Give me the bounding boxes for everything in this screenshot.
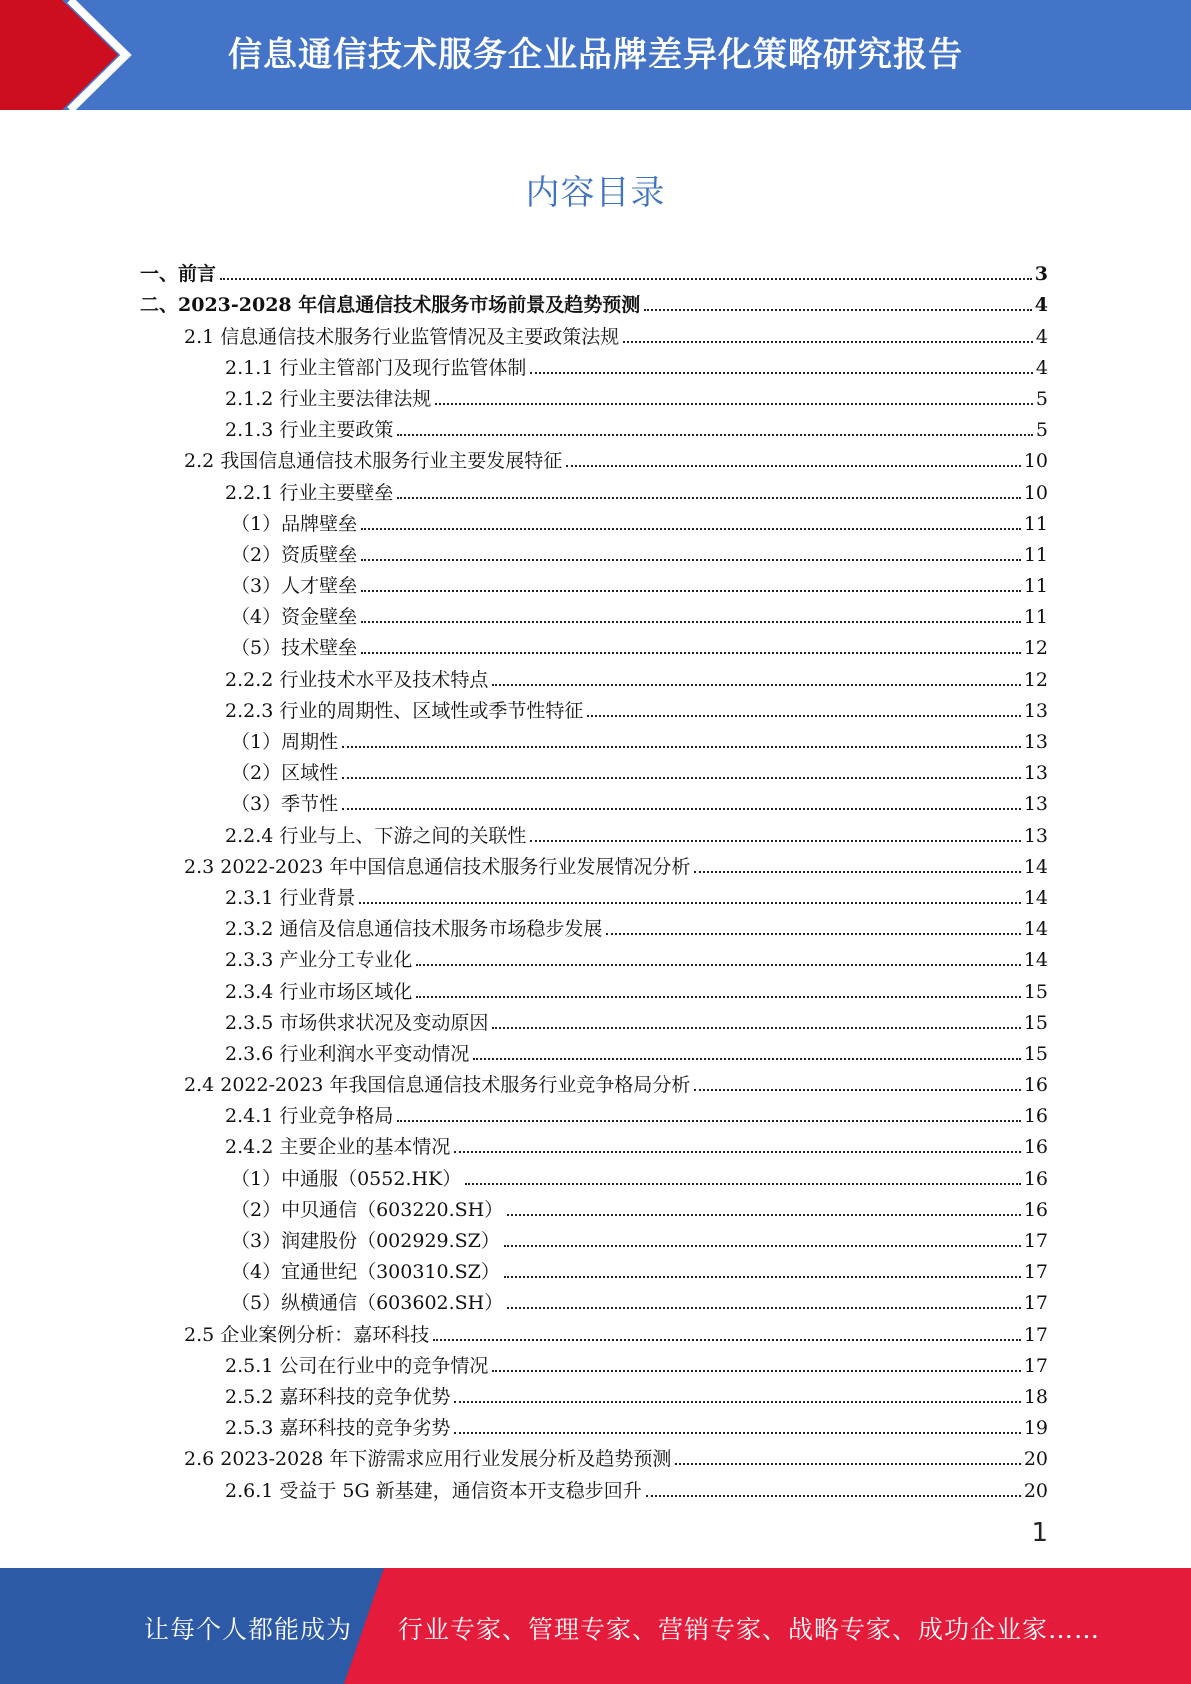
footer-slogan-right: 行业专家、管理专家、营销专家、战略专家、成功企业家…… — [398, 1615, 1101, 1644]
toc-entry-page: 17 — [1023, 1230, 1048, 1252]
toc-entry-label: 2.2.1 行业主要壁垒 — [225, 481, 394, 504]
toc-entry[interactable] — [0, 1439, 1191, 1470]
toc-entry[interactable] — [0, 472, 1191, 503]
toc-entry-label: （5）技术壁垒 — [231, 637, 358, 660]
toc-entry-label: 2.5.1 公司在行业中的竞争情况 — [225, 1354, 489, 1377]
toc-entry[interactable] — [0, 316, 1191, 347]
toc-entry[interactable] — [0, 1034, 1191, 1065]
toc-entry[interactable] — [0, 441, 1191, 472]
toc-entry[interactable] — [0, 1127, 1191, 1158]
toc-dot-leader — [530, 371, 1033, 374]
toc-entry-label: 2.6 2023-2028 年下游需求应用行业发展分析及趋势预测 — [184, 1448, 672, 1471]
toc-entry[interactable] — [0, 940, 1191, 971]
toc-entry[interactable] — [0, 348, 1191, 379]
toc-entry-page: 16 — [1023, 1167, 1048, 1190]
toc-dot-leader — [504, 1244, 1021, 1247]
toc-entry-label: （3）润建股份（002929.SZ） — [231, 1230, 500, 1252]
toc-entry-page: 4 — [1034, 294, 1048, 317]
toc-dot-leader — [646, 1494, 1021, 1497]
toc-entry-page: 14 — [1023, 949, 1048, 972]
toc-entry[interactable] — [0, 379, 1191, 410]
toc-entry-page: 15 — [1023, 980, 1048, 1003]
toc-entry-page: 20 — [1023, 1479, 1048, 1502]
toc-dot-leader — [454, 1400, 1020, 1403]
header-chevron-graphic — [0, 0, 160, 110]
toc-dot-leader — [507, 1213, 1021, 1216]
toc-entry-label: （1）中通服（0552.HK） — [231, 1167, 462, 1190]
toc-entry-label: 2.3.4 行业市场区域化 — [225, 980, 413, 1003]
toc-dot-leader — [361, 527, 1021, 530]
toc-entry-page: 14 — [1023, 918, 1048, 941]
toc-entry-page: 5 — [1035, 387, 1048, 410]
toc-dot-leader — [416, 963, 1020, 966]
toc-entry[interactable] — [0, 1408, 1191, 1439]
toc-entry-page: 20 — [1023, 1448, 1048, 1471]
toc-entry[interactable] — [0, 815, 1191, 846]
toc-entry[interactable] — [0, 691, 1191, 722]
toc-entry-page: 10 — [1023, 450, 1048, 473]
toc-entry-label: 2.4.2 主要企业的基本情况 — [225, 1136, 451, 1159]
toc-entry[interactable] — [0, 878, 1191, 909]
toc-dot-leader — [416, 995, 1020, 998]
toc-entry-page: 13 — [1023, 699, 1048, 722]
toc-entry-page: 14 — [1023, 886, 1048, 909]
toc-entry[interactable] — [0, 722, 1191, 753]
toc-entry-page: 11 — [1023, 575, 1048, 598]
toc-entry[interactable] — [0, 628, 1191, 659]
toc-entry-page: 15 — [1023, 1011, 1048, 1034]
toc-entry-page: 13 — [1023, 731, 1048, 753]
toc-entry-page: 3 — [1034, 263, 1048, 286]
toc-entry-page: 11 — [1023, 512, 1048, 535]
toc-dot-leader — [433, 1338, 1021, 1341]
toc-entry-label: 2.3 2022-2023 年中国信息通信技术服务行业发展情况分析 — [184, 855, 691, 878]
toc-entry[interactable] — [0, 1346, 1191, 1377]
toc-entry-page: 17 — [1023, 1323, 1048, 1346]
toc-entry[interactable] — [0, 659, 1191, 690]
toc-dot-leader — [623, 340, 1033, 343]
toc-dot-leader — [342, 776, 1021, 779]
toc-dot-leader — [359, 901, 1020, 904]
toc-entry-label: （4）资金壁垒 — [231, 606, 358, 629]
toc-dot-leader — [473, 1057, 1020, 1060]
toc-entry[interactable] — [0, 1283, 1191, 1314]
toc-entry[interactable] — [0, 535, 1191, 566]
toc-dot-leader — [454, 1431, 1020, 1434]
toc-dot-leader — [587, 714, 1020, 717]
toc-entry-page: 13 — [1023, 824, 1048, 847]
toc-entry-label: （1）品牌壁垒 — [231, 512, 358, 535]
toc-entry[interactable] — [0, 254, 1191, 285]
toc-dot-leader — [530, 839, 1020, 842]
toc-heading: 内容目录 — [525, 173, 666, 213]
toc-entry-page: 17 — [1023, 1261, 1048, 1284]
toc-entry-label: （3）人才壁垒 — [231, 575, 358, 598]
toc-dot-leader — [454, 1150, 1020, 1153]
toc-entry[interactable] — [0, 1003, 1191, 1034]
toc-entry[interactable] — [0, 971, 1191, 1002]
toc-dot-leader — [220, 277, 1032, 280]
toc-entry-page: 17 — [1023, 1354, 1048, 1377]
toc-dot-leader — [342, 745, 1021, 748]
toc-entry[interactable] — [0, 1096, 1191, 1127]
toc-entry[interactable] — [0, 847, 1191, 878]
toc-dot-leader — [644, 308, 1032, 311]
toc-entry-page: 16 — [1023, 1198, 1048, 1221]
toc-entry-label: （5）纵横通信（603602.SH） — [231, 1292, 504, 1315]
toc-entry[interactable] — [0, 1377, 1191, 1408]
toc-dot-leader — [397, 496, 1020, 499]
toc-entry-label: （2）资质壁垒 — [231, 543, 358, 566]
toc-dot-leader — [361, 589, 1021, 592]
toc-entry-label: 2.4 2022-2023 年我国信息通信技术服务行业竞争格局分析 — [184, 1074, 691, 1097]
toc-dot-leader — [361, 558, 1021, 561]
toc-dot-leader — [694, 1088, 1020, 1091]
toc-entry-label: （2）区域性 — [231, 762, 339, 785]
toc-entry-page: 15 — [1023, 1042, 1048, 1065]
toc-dot-leader — [342, 807, 1021, 810]
toc-entry-label: 2.2.3 行业的周期性、区域性或季节性特征 — [225, 699, 584, 722]
toc-entry-label: 2.4.1 行业竞争格局 — [225, 1105, 394, 1128]
toc-entry-page: 12 — [1023, 668, 1048, 691]
toc-entry-page: 5 — [1035, 419, 1048, 442]
toc-dot-leader — [606, 932, 1020, 935]
page-number: 1 — [1031, 1518, 1048, 1548]
toc-entry-page: 13 — [1023, 762, 1048, 785]
table-of-contents — [0, 254, 1191, 1502]
toc-entry-label: 2.2.2 行业技术水平及技术特点 — [225, 668, 489, 691]
toc-entry-label: 二、2023-2028 年信息通信技术服务市场前景及趋势预测 — [140, 294, 641, 317]
toc-dot-leader — [435, 402, 1033, 405]
toc-entry-label: （4）宜通世纪（300310.SZ） — [231, 1261, 500, 1284]
toc-entry[interactable] — [0, 1314, 1191, 1345]
toc-entry-label: （3）季节性 — [231, 793, 339, 816]
toc-dot-leader — [566, 464, 1021, 467]
toc-entry-page: 17 — [1023, 1292, 1048, 1315]
toc-dot-leader — [465, 1182, 1021, 1185]
toc-dot-leader — [675, 1462, 1020, 1465]
page-footer — [0, 1568, 1191, 1684]
toc-entry-page: 19 — [1023, 1417, 1048, 1440]
report-title: 信息通信技术服务企业品牌差异化策略研究报告 — [228, 35, 963, 75]
toc-entry[interactable] — [0, 410, 1191, 441]
toc-entry-page: 10 — [1023, 481, 1048, 504]
toc-entry[interactable] — [0, 1065, 1191, 1096]
toc-entry[interactable] — [0, 909, 1191, 940]
toc-entry[interactable] — [0, 784, 1191, 815]
toc-entry-label: 2.3.3 产业分工专业化 — [225, 949, 413, 972]
toc-entry-label: 一、前言 — [140, 263, 217, 286]
toc-dot-leader — [492, 1369, 1020, 1372]
toc-dot-leader — [504, 1275, 1021, 1278]
toc-entry-label: （1）周期性 — [231, 731, 339, 753]
toc-entry-label: 2.2 我国信息通信技术服务行业主要发展特征 — [184, 450, 563, 473]
toc-entry-label: 2.6.1 受益于 5G 新基建，通信资本开支稳步回升 — [225, 1479, 642, 1502]
toc-entry-label: 2.1.1 行业主管部门及现行监管体制 — [225, 356, 527, 379]
toc-entry[interactable] — [0, 753, 1191, 784]
toc-dot-leader — [361, 620, 1021, 623]
toc-entry-page: 4 — [1035, 325, 1048, 348]
toc-entry-page: 18 — [1023, 1385, 1048, 1408]
page-header — [0, 0, 1191, 110]
toc-entry-page: 16 — [1023, 1074, 1048, 1097]
toc-dot-leader — [397, 1119, 1020, 1122]
toc-entry-page: 4 — [1035, 356, 1048, 379]
toc-entry-page: 12 — [1023, 637, 1048, 660]
toc-entry[interactable] — [0, 597, 1191, 628]
toc-entry-label: 2.5 企业案例分析：嘉环科技 — [184, 1323, 430, 1346]
toc-dot-leader — [694, 870, 1020, 873]
toc-entry-label: 2.1.2 行业主要法律法规 — [225, 387, 432, 410]
toc-entry-label: 2.3.5 市场供求状况及变动原因 — [225, 1011, 489, 1034]
toc-dot-leader — [492, 683, 1020, 686]
toc-entry-page: 16 — [1023, 1105, 1048, 1128]
toc-entry-page: 13 — [1023, 793, 1048, 816]
toc-entry-label: 2.3.2 通信及信息通信技术服务市场稳步发展 — [225, 918, 603, 941]
toc-dot-leader — [492, 1026, 1020, 1029]
toc-entry-label: 2.1.3 行业主要政策 — [225, 419, 394, 442]
toc-entry[interactable] — [0, 1252, 1191, 1283]
toc-entry[interactable] — [0, 285, 1191, 316]
toc-entry[interactable] — [0, 566, 1191, 597]
toc-entry-label: 2.3.6 行业利润水平变动情况 — [225, 1042, 470, 1065]
toc-dot-leader — [507, 1306, 1021, 1309]
toc-entry-label: 2.3.1 行业背景 — [225, 886, 356, 909]
toc-entry-label: 2.5.2 嘉环科技的竞争优势 — [225, 1385, 451, 1408]
toc-dot-leader — [397, 433, 1033, 436]
toc-entry-label: 2.2.4 行业与上、下游之间的关联性 — [225, 824, 527, 847]
header-chevron-red — [0, 0, 118, 110]
toc-entry-label: 2.5.3 嘉环科技的竞争劣势 — [225, 1417, 451, 1440]
toc-entry-label: （2）中贝通信（603220.SH） — [231, 1198, 504, 1221]
toc-entry[interactable] — [0, 1221, 1191, 1252]
toc-entry-page: 14 — [1023, 855, 1048, 878]
toc-entry-page: 16 — [1023, 1136, 1048, 1159]
toc-entry[interactable] — [0, 1470, 1191, 1501]
toc-entry-label: 2.1 信息通信技术服务行业监管情况及主要政策法规 — [184, 325, 620, 348]
footer-slogan-left: 让每个人都能成为 — [144, 1615, 353, 1644]
toc-entry[interactable] — [0, 1158, 1191, 1189]
toc-entry-page: 11 — [1023, 543, 1048, 566]
toc-dot-leader — [361, 651, 1021, 654]
toc-entry[interactable] — [0, 504, 1191, 535]
toc-entry[interactable] — [0, 1190, 1191, 1221]
toc-entry-page: 11 — [1023, 606, 1048, 629]
